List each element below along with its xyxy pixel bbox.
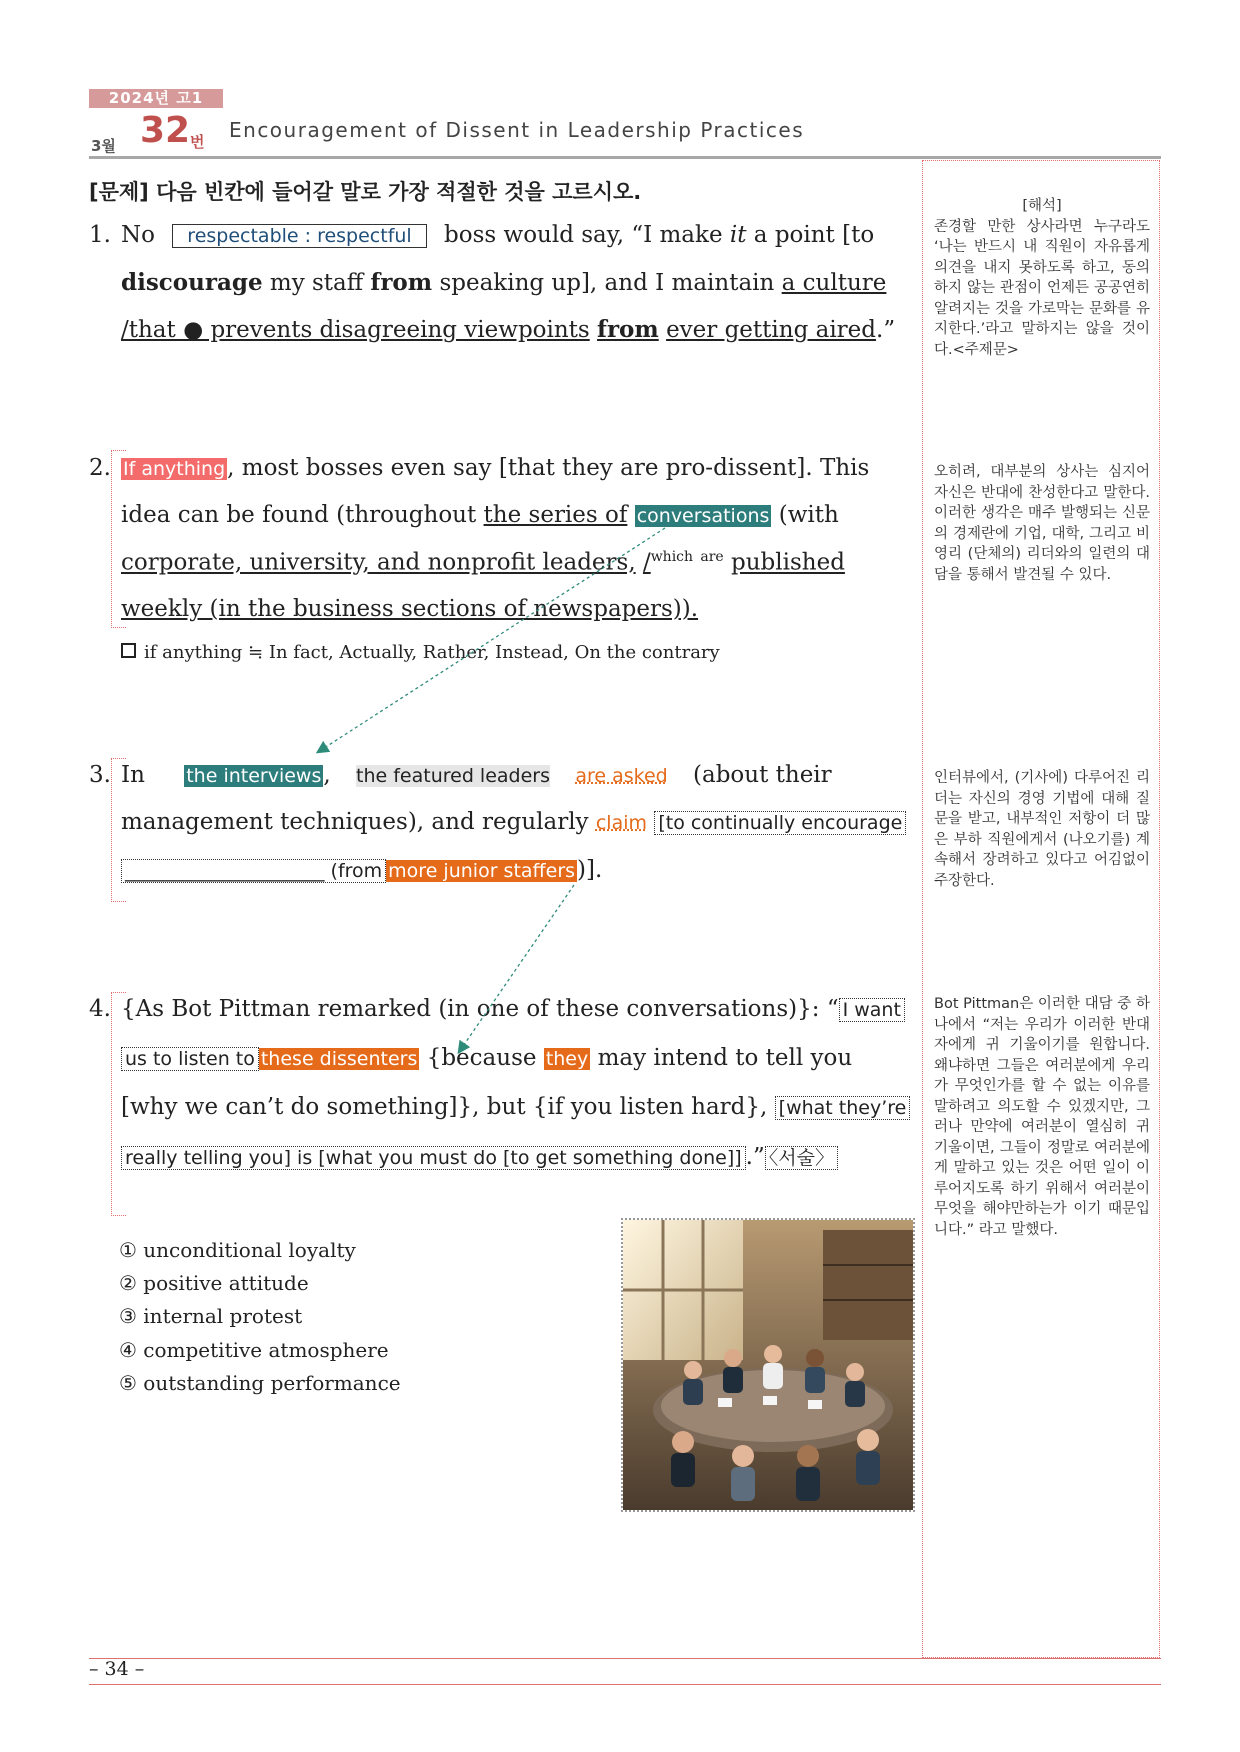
text: my staff: [269, 270, 364, 296]
superscript-note: are: [700, 549, 724, 565]
text: No: [121, 222, 155, 248]
superscript-note: which: [650, 549, 694, 565]
text: corporate, university, and nonprofit leaders,: [121, 549, 636, 576]
text: /that ● prevents disagreeing viewpoints: [121, 317, 590, 343]
question-number-suffix: 번: [190, 133, 205, 151]
translation-text: 존경할 만한 상사라면 누구라도 ‘나는 반드시 내 직원이 자유롭게 의견을 내지 못하도록 하고, 동의하지 않는 관점이 언제든 공공연히 알려지는 것을 가로막는 문화를 유지한다.’라고 말하지는 않을 것이다.<주제문>: [934, 218, 1150, 358]
translation-3: 인터뷰에서, (기사에) 다루어진 리더는 자신의 경영 기법에 대해 질문을 받고, 내부적인 저항이 더 많은 부하 직원에게서 (나오기를) 계속해서 장려하고 있다고 어김없이 주장한다.: [934, 770, 1150, 889]
text: discourage: [121, 269, 263, 296]
option-4[interactable]: ④ competitive atmosphere: [119, 1338, 389, 1362]
question-number: 32: [140, 110, 191, 151]
text: {As Bot Pittman remarked (in one of these conversations)}: “: [121, 996, 839, 1022]
option-2[interactable]: ② positive attitude: [119, 1271, 309, 1295]
word-choice-box: respectable : respectful: [172, 224, 426, 248]
page-number: – 34 –: [89, 1658, 145, 1680]
text: /: [642, 549, 651, 576]
page-title: Encouragement of Dissent in Leadership Practices: [229, 118, 805, 142]
note-text: if anything ≒ In fact, Actually, Rather, Instead, On the contrary: [144, 642, 720, 663]
text: ever getting aired: [666, 317, 877, 343]
text: from: [597, 316, 659, 343]
text: )].: [577, 857, 603, 883]
text: speaking up], and I maintain: [439, 270, 775, 296]
option-5[interactable]: ⑤ outstanding performance: [119, 1371, 401, 1395]
highlight-featured-leaders: the featured leaders: [356, 765, 550, 787]
option-1[interactable]: ① unconditional loyalty: [119, 1238, 356, 1262]
text: a culture: [781, 270, 887, 296]
text: may intend to tell you: [597, 1045, 853, 1071]
text: (about their: [693, 762, 832, 788]
paragraph-number: 3.: [89, 762, 111, 788]
text: management techniques), and regularly: [121, 809, 589, 835]
text: from: [370, 269, 433, 296]
text: ,: [323, 762, 331, 788]
answer-blank: _____________________ (from: [121, 859, 386, 883]
text: [why we can’t do something]}, but {if you listen hard},: [121, 1094, 768, 1120]
translation-4: Bot Pittman은 이러한 대담 중 하나에서 “저는 우리가 이러한 반대자에게 귀 기울이기를 원합니다. 왜냐하면 그들은 여러분에게 우리가 무엇인가를 할 수 없는 이유를 말하려고 의도할 수 있겠지만, 그러나 만약에 여러분이 열심히 귀 기울이면, 그들이 정말로 여러분에게 말하고 있는 것은 어떤 일이 이루어지도록 하기 위해서 여러분이 무엇을 해야만하는가 이기 때문입니다.” 라고 말했다.: [934, 996, 1150, 1238]
quote-box: [what they’re: [775, 1096, 911, 1120]
paragraph-number: 1.: [89, 222, 111, 248]
paragraph-number: 2.: [89, 455, 111, 481]
text: idea can be found (throughout: [121, 502, 477, 528]
paragraph-number: 4.: [89, 996, 111, 1022]
text: weekly (in the business sections of newspapers)).: [121, 596, 699, 622]
text: , most bosses even say [that they are pro-dissent]. This: [227, 455, 870, 481]
text-are-asked: are asked: [575, 765, 668, 787]
highlight-junior-staffers: more junior staffers: [388, 860, 576, 882]
essay-tag: 〈서술〉: [765, 1146, 838, 1170]
highlight-they: they: [545, 1048, 589, 1070]
quote-box: us to listen to: [121, 1047, 259, 1071]
highlight-dissenters: these dissenters: [260, 1048, 418, 1070]
arrow-staffers-to-dissenters: [459, 885, 574, 1052]
text: (with: [778, 502, 839, 528]
footer-divider: [89, 1658, 1161, 1659]
text: In: [121, 762, 145, 788]
quote-box: I want: [839, 998, 905, 1022]
text: the series of: [483, 502, 628, 528]
footer-divider: [89, 1684, 1161, 1685]
year-tag: 2024년 고1: [89, 89, 223, 108]
infinitive-box: [to continually encourage: [654, 811, 906, 835]
highlight-if-anything: If anything: [123, 458, 226, 480]
arrow-conversations-to-interviews: [318, 528, 665, 752]
quote-box: really telling you] is [what you must do [to get something done]]: [121, 1146, 746, 1170]
month-label: 3월: [91, 137, 116, 155]
text: .”: [876, 317, 896, 343]
text: a point [to: [753, 222, 875, 248]
text: published: [731, 549, 845, 576]
text-claim: claim: [595, 812, 648, 834]
highlight-conversations: conversations: [636, 505, 770, 527]
text: boss would say, “I make: [444, 222, 723, 248]
translation-heading: [해석]: [1022, 198, 1062, 214]
text: {because: [426, 1045, 537, 1071]
translation-2: 오히려, 대부분의 상사는 심지어 자신은 반대에 찬성한다고 말한다. 이러한 생각은 매주 발행되는 신문의 경제란에 기업, 대학, 그리고 비영리 (단체의) 리더와의 일련의 대담을 통해서 발견될 수 있다.: [934, 464, 1150, 583]
highlight-interviews: the interviews: [186, 765, 322, 787]
question-prompt: [문제] 다음 빈칸에 들어갈 말로 가장 적절한 것을 고르시오.: [89, 180, 642, 204]
text: .”: [745, 1144, 765, 1170]
option-3[interactable]: ③ internal protest: [119, 1304, 303, 1328]
text: it: [729, 222, 747, 248]
